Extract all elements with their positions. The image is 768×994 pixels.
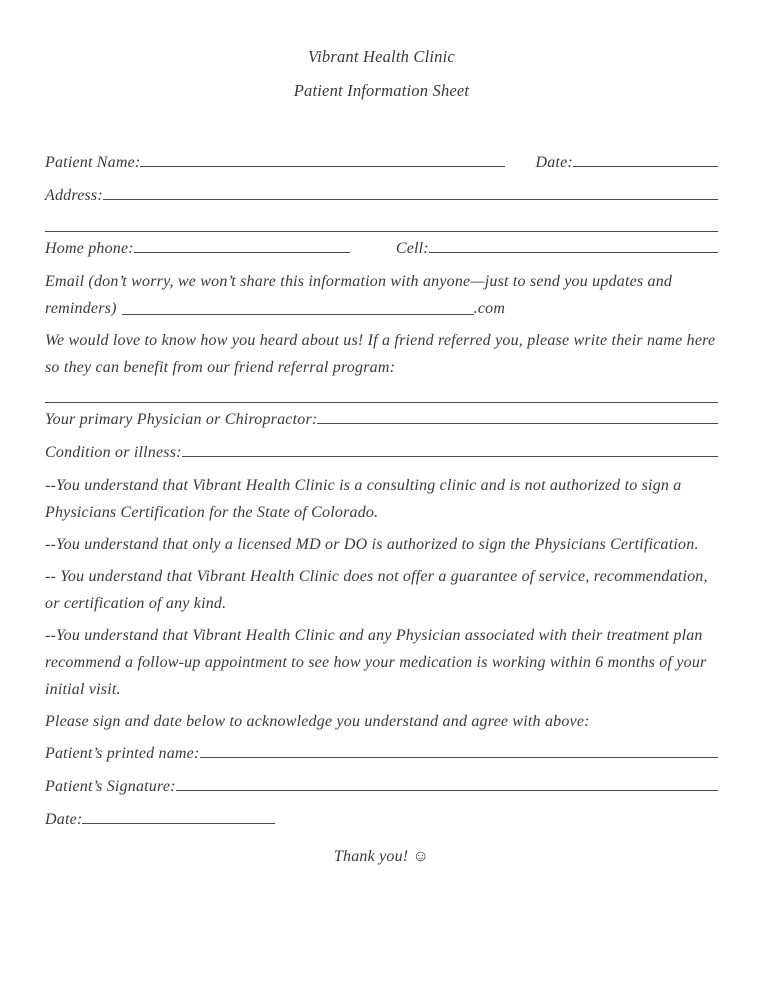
address-row	[45, 182, 718, 209]
patient-name-row	[45, 149, 718, 176]
patient-name-label: Patient Name:	[45, 154, 141, 171]
email-note-paragraph	[45, 268, 718, 322]
address-row-2	[45, 215, 718, 229]
thank-you-note: Thank you! ☺	[333, 848, 430, 865]
sign-instruction: Please sign and date below to acknowledge you understand and agree with above:	[45, 713, 590, 730]
printed-name-row	[45, 740, 718, 767]
address-line2-blank[interactable]	[45, 215, 718, 232]
disclaimer-licensed-md: --You understand that only a licensed MD or DO is authorized to sign the Physicians Certification.	[45, 536, 699, 553]
referral-name-row	[45, 386, 718, 400]
sheet-title: Patient Information Sheet	[293, 81, 470, 100]
address-blank[interactable]	[103, 183, 718, 200]
physician-label: Your primary Physician or Chiropractor:	[45, 411, 318, 428]
email-suffix: .com	[473, 300, 506, 317]
disclaimer-no-guarantee: -- You understand that Vibrant Health Clinic does not offer a guarantee of service, recommendation, or certification of any kind.	[45, 568, 708, 612]
cell-blank[interactable]	[429, 236, 718, 253]
signature-blank[interactable]	[176, 774, 718, 791]
signature-label: Patient’s Signature:	[45, 778, 176, 795]
date-blank[interactable]	[573, 150, 718, 167]
signature-date-row	[45, 806, 718, 833]
printed-name-blank[interactable]	[200, 741, 718, 758]
condition-row	[45, 439, 718, 466]
email-blank[interactable]	[122, 301, 474, 315]
disclaimer-consulting-clinic: --You understand that Vibrant Health Clinic is a consulting clinic and is not authorized to sign a Physicians Certification for the State of Colorado.	[45, 477, 682, 521]
physician-blank[interactable]	[317, 407, 718, 424]
signature-date-label: Date:	[45, 811, 83, 828]
referral-note-paragraph: We would love to know how you heard about us! If a friend referred you, please write their name here so they can benefit from our friend referral program:	[45, 332, 716, 376]
referral-name-blank[interactable]	[45, 386, 718, 403]
home-phone-label: Home phone:	[45, 240, 134, 257]
condition-label: Condition or illness:	[45, 444, 182, 461]
cell-label: Cell:	[395, 240, 429, 257]
address-label: Address:	[45, 187, 103, 204]
disclaimer-follow-up: --You understand that Vibrant Health Clinic and any Physician associated with their treatment plan recommend a follow-up appointment to see how your medication is working within 6 months of your initial visit.	[45, 627, 707, 698]
printed-name-label: Patient’s printed name:	[45, 745, 200, 762]
clinic-name: Vibrant Health Clinic	[308, 47, 455, 66]
signature-date-blank[interactable]	[82, 807, 275, 824]
patient-name-blank[interactable]	[140, 150, 505, 167]
physician-row	[45, 406, 718, 433]
phone-row	[45, 235, 718, 262]
signature-row	[45, 773, 718, 800]
condition-blank[interactable]	[182, 440, 718, 457]
email-note-text: Email (don’t worry, we won’t share this information with anyone—just to send you updates and reminders)	[45, 273, 673, 317]
date-label: Date:	[535, 154, 573, 171]
home-phone-blank[interactable]	[134, 236, 350, 253]
